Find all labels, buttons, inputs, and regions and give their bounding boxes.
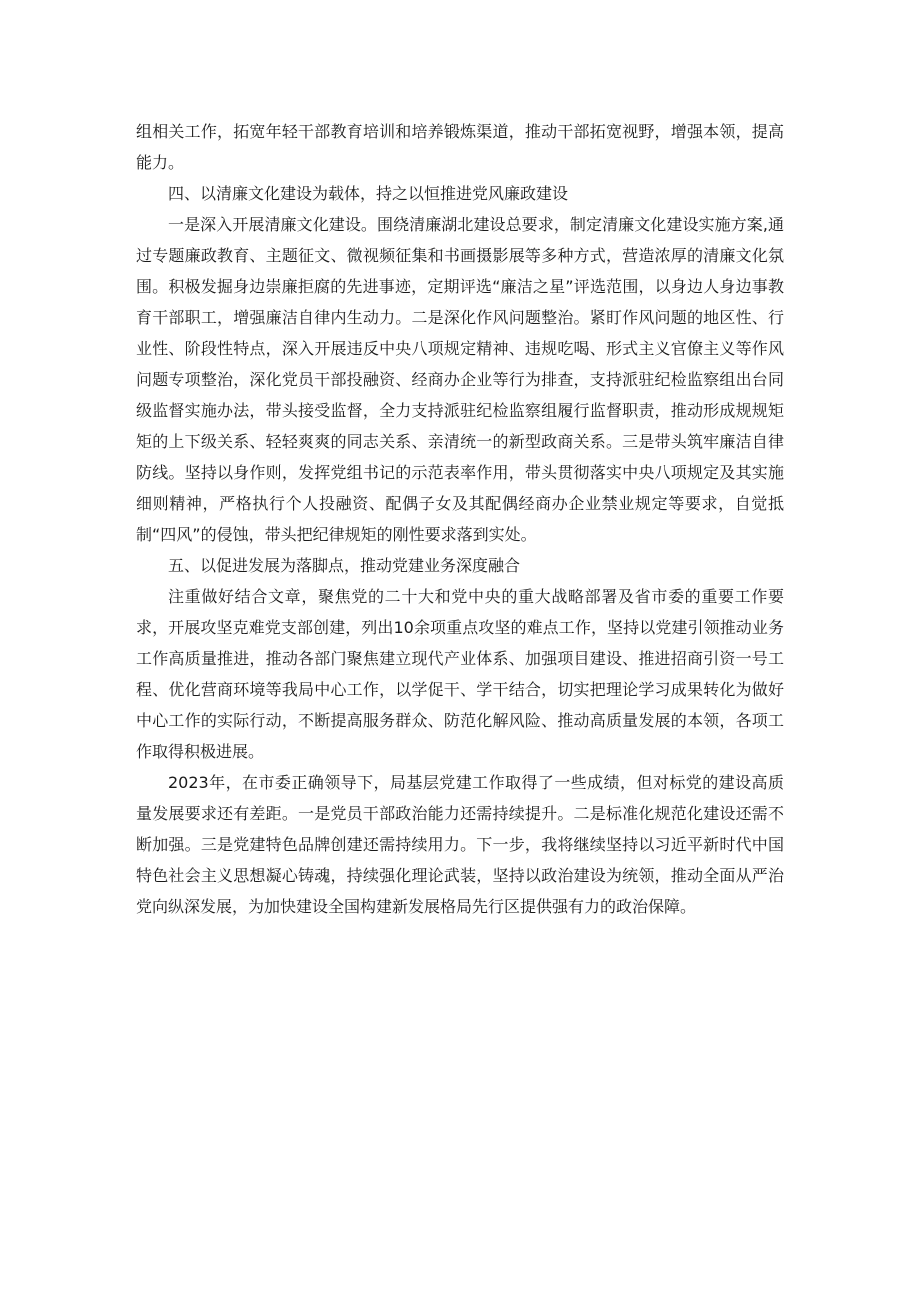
paragraph-summary-2023: 2023年，在市委正确领导下，局基层党建工作取得了一些成绩，但对标党的建设高质量发展要求还有差距。一是党员干部政治能力还需持续提升。二是标准化规范化建设还需不断加强。三是党建特色品牌创建还需持续用力。下一步，我将继续坚持以习近平新时代中国特色社会主义思想凝心铸魂，持续强化理论武装，坚持以政治建设为统领，推动全面从严治党向纵深发展，为加快建设全国构建新发展格局先行区提供强有力的政治保障。 (136, 773, 784, 916)
paragraph-continuation: 组相关工作，拓宽年轻干部教育培训和培养锻炼渠道，推动干部拓宽视野，增强本领，提高能力。 (136, 122, 784, 172)
paragraph-clean-culture: 一是深入开展清廉文化建设。围绕清廉湖北建设总要求，制定清廉文化建设实施方案,通过专题廉政教育、主题征文、微视频征集和书画摄影展等多种方式，营造浓厚的清廉文化氛围。积极发掘身边崇廉拒腐的先进事迹，定期评选“廉洁之星”评选范围，以身边人身边事教育干部职工，增强廉洁自律内生动力。二是深化作风问题整治。紧盯作风问题的地区性、行业性、阶段性特点，深入开展违反中央八项规定精神、违规吃喝、形式主义官僚主义等作风问题专项整治，深化党员干部投融资、经商办企业等行为排查，支持派驻纪检监察组出台同级监督实施办法，带头接受监督，全力支持派驻纪检监察组履行监督职责，推动形成规规矩矩的上下级关系、轻轻爽爽的同志关系、亲清统一的新型政商关系。三是带头筑牢廉洁自律防线。坚持以身作则，发挥党组书记的示范表率作用，带头贯彻落实中央八项规定及其实施细则精神，严格执行个人投融资、配偶子女及其配偶经商办企业禁业规定等要求，自觉抵制“四风”的侵蚀，带头把纪律规矩的刚性要求落到实处。 (136, 215, 784, 544)
paragraph-integration: 注重做好结合文章，聚焦党的二十大和党中央的重大战略部署及省市委的重要工作要求，开展攻坚克难党支部创建，列出10余项重点攻坚的难点工作，坚持以党建引领推动业务工作高质量推进，推动各部门聚焦建立现代产业体系、加强项目建设、推进招商引资一号工程、优化营商环境等我局中心工作，以学促干、学干结合，切实把理论学习成果转化为做好中心工作的实际行动，不断提高服务群众、防范化解风险、推动高质量发展的本领，各项工作取得积极进展。 (136, 587, 784, 761)
document-body (136, 116, 784, 922)
section-heading-5: 五、以促进发展为落脚点，推动党建业务深度融合 (168, 556, 521, 575)
section-heading-4: 四、以清廉文化建设为载体，持之以恒推进党风廉政建设 (168, 184, 569, 203)
